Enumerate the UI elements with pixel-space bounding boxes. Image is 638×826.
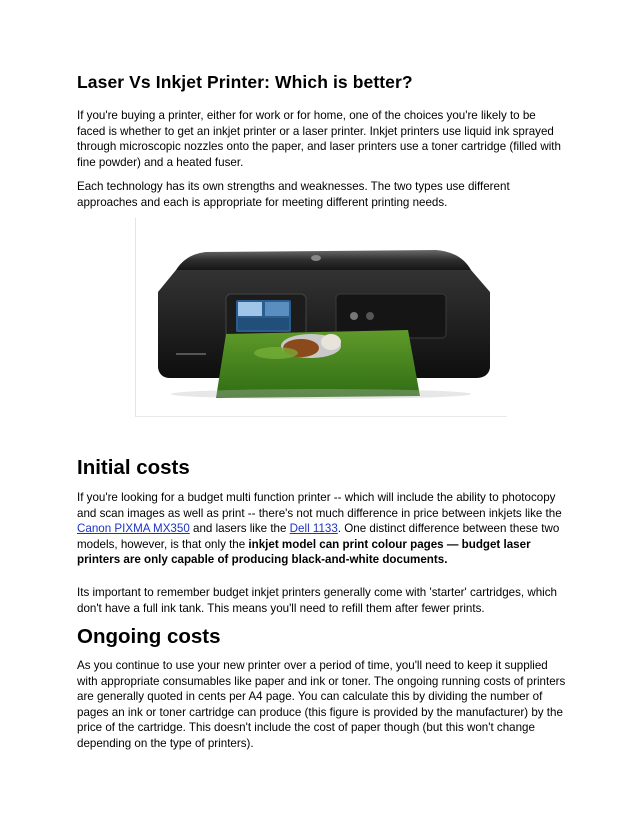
section-heading-initial-costs: Initial costs: [77, 456, 190, 479]
section-heading-ongoing-costs: Ongoing costs: [77, 625, 221, 648]
dell-1133-link[interactable]: Dell 1133: [289, 522, 338, 535]
initial-costs-text-2: and lasers like the: [189, 522, 290, 535]
initial-costs-bold-text: inkjet model can print colour pages — budget laser printers are only capable of producing black-and-white documents.: [77, 537, 531, 566]
initial-costs-paragraph-2: Its important to remember budget inkjet printers generally come with 'starter' cartridges, which don't have a full ink tank. This means you'll need to refill them after fewer prints.: [77, 586, 557, 615]
canon-pixma-link[interactable]: Canon PIXMA MX350: [77, 522, 190, 535]
initial-costs-text-3: . One distinct difference between these two models, however, is that only the: [77, 522, 560, 551]
initial-costs-text-1: If you're looking for a budget multi function printer -- which will include the ability to photocopy and scan images as well as print -- there's not much difference in price between inkjets like the: [77, 491, 562, 520]
initial-costs-paragraph-1: [77, 490, 567, 568]
printer-image: [135, 218, 507, 417]
ongoing-costs-paragraph: As you continue to use your new printer over a period of time, you'll need to keep it supplied with appropriate consumables like paper and ink or toner. The ongoing running costs of printers are generally quoted in cents per A4 page. You can calculate this by dividing the number of pages an ink or toner cartridge can produce (this figure is provided by the manufacturer) by the price of the cartridge. This doesn't include the cost of paper though (but this won't change depending on the type of printers).: [77, 659, 566, 750]
intro-paragraph-2: Each technology has its own strengths and weaknesses. The two types use different approaches and each is appropriate for meeting different printing needs.: [77, 180, 510, 209]
page-title: Laser Vs Inkjet Printer: Which is better?: [77, 72, 413, 92]
intro-paragraph-1: If you're buying a printer, either for work or for home, one of the choices you're likely to be faced is whether to get an inkjet printer or a laser printer. Inkjet printers use liquid ink sprayed through microscopic nozzles onto the paper, and laser printers use a toner cartridge (filled with fine powder) and a heated fuser.: [77, 109, 561, 169]
